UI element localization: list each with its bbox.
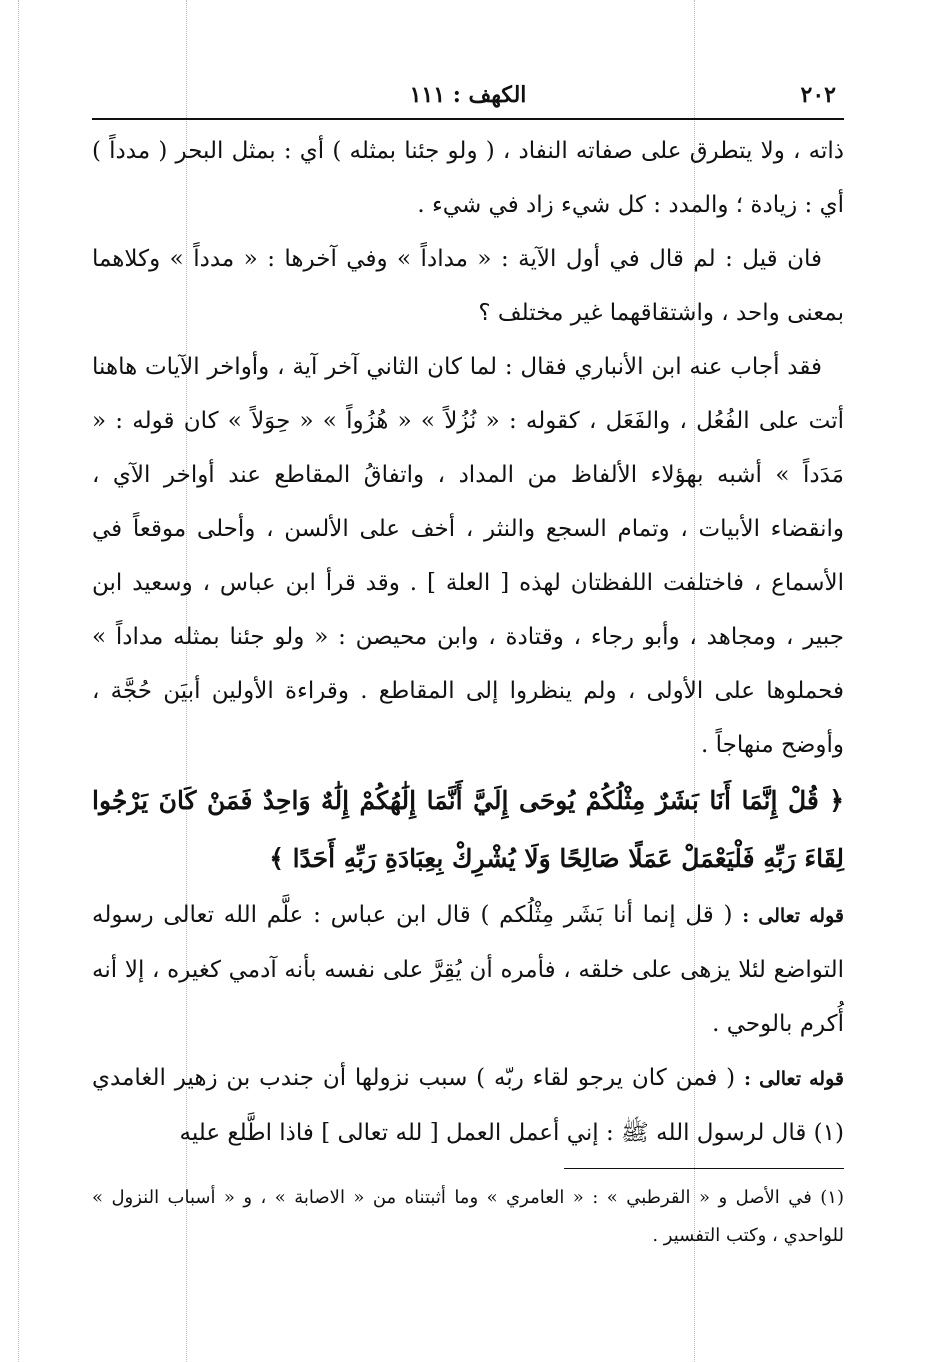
commentary-text: ( فمن كان يرجو لقاء ربّه ) سبب نزولها أن جندب بن زهير الغامدي (١) قال لرسول الله ﷺ : إني أعمل العمل [ لله تعالى ] فاذا اطَّلع عليه [92,1065,844,1146]
footnote-rule [564,1168,844,1169]
commentary-paragraph [92,1051,844,1160]
quran-verse: ﴿ قُلْ إِنَّمَا أَنَا بَشَرٌ مِثْلُكُمْ يُوحَى إِلَيَّ أَنَّمَا إِلَٰهُكُمْ إِلَٰهٌ وَاحِدٌ فَمَنْ كَانَ يَرْجُوا لِقَاءَ رَبِّهِ فَلْيَعْمَلْ عَمَلًا صَالِحًا وَلَا يُشْرِكْ بِعِبَادَةِ رَبِّهِ أَحَدًا ﴾ [92,786,844,873]
footnote-text: (١) في الأصل و « القرطبي » : « العامري » وما أثبتناه من « الاصابة » ، و « أسباب النزول » للواحدي ، وكتب التفسير . [92,1187,844,1246]
header-rule [92,118,844,120]
paragraph: فقد أجاب عنه ابن الأنباري فقال : لما كان الثاني آخر آية ، وأواخر الآيات هاهنا أتت على الفُعُل ، والفَعَل ، كقوله : « نُزُلاً » « هُزُواً » « حِوَلاً » كان قوله : « مَدَداً » أشبه بهؤلاء الألفاظ من المداد ، واتفاقُ المقاطع عند أواخر الآي ، وانقضاء الأبيات ، وتمام السجع والنثر ، أخف على الألسن ، وأحلى موقعاً في الأسماع ، فاختلفت اللفظتان لهذه [ العلة ] . وقد قرأ ابن عباس ، وسعيد ابن جبير ، ومجاهد ، وأبو رجاء ، وقتادة ، وابن محيصن : « ولو جئنا بمثله مداداً » فحملوها على الأولى ، ولم ينظروا إلى المقاطع . وقراءة الأولين أبيَن حُجَّة ، وأوضح منهاجاً . [92,354,844,758]
book-page [92,70,844,1350]
paragraph: فان قيل : لم قال في أول الآية : « مداداً » وفي آخرها : « مدداً » وكلاهما بمعنى واحد ، واشتقاقهما غير مختلف ؟ [92,246,844,326]
commentary-lead: قوله تعالى : [744,1068,844,1090]
scan-guide-line [18,0,19,1362]
page-number: ٢٠٢ [800,82,836,108]
commentary-text: ( قل إنما أنا بَشَر مِثْلُكم ) قال ابن عباس : علَّم الله تعالى رسوله التواضع لئلا يزهى على خلقه ، فأمره أن يُقِرَّ على نفسه بأنه آدمي كغيره ، إلا أنه أُكرم بالوحي . [92,902,844,1037]
page-header [92,70,844,118]
commentary-paragraph [92,888,844,1051]
paragraph: ذاته ، ولا يتطرق على صفاته النفاد ، ( ولو جئنا بمثله ) أي : بمثل البحر ( مدداً ) أي : زيادة ؛ والمدد : كل شيء زاد في شيء . [92,138,844,218]
commentary-lead: قوله تعالى : [742,905,844,927]
running-title: الكهف : ١١١ [409,82,527,108]
footnote [92,1179,844,1255]
